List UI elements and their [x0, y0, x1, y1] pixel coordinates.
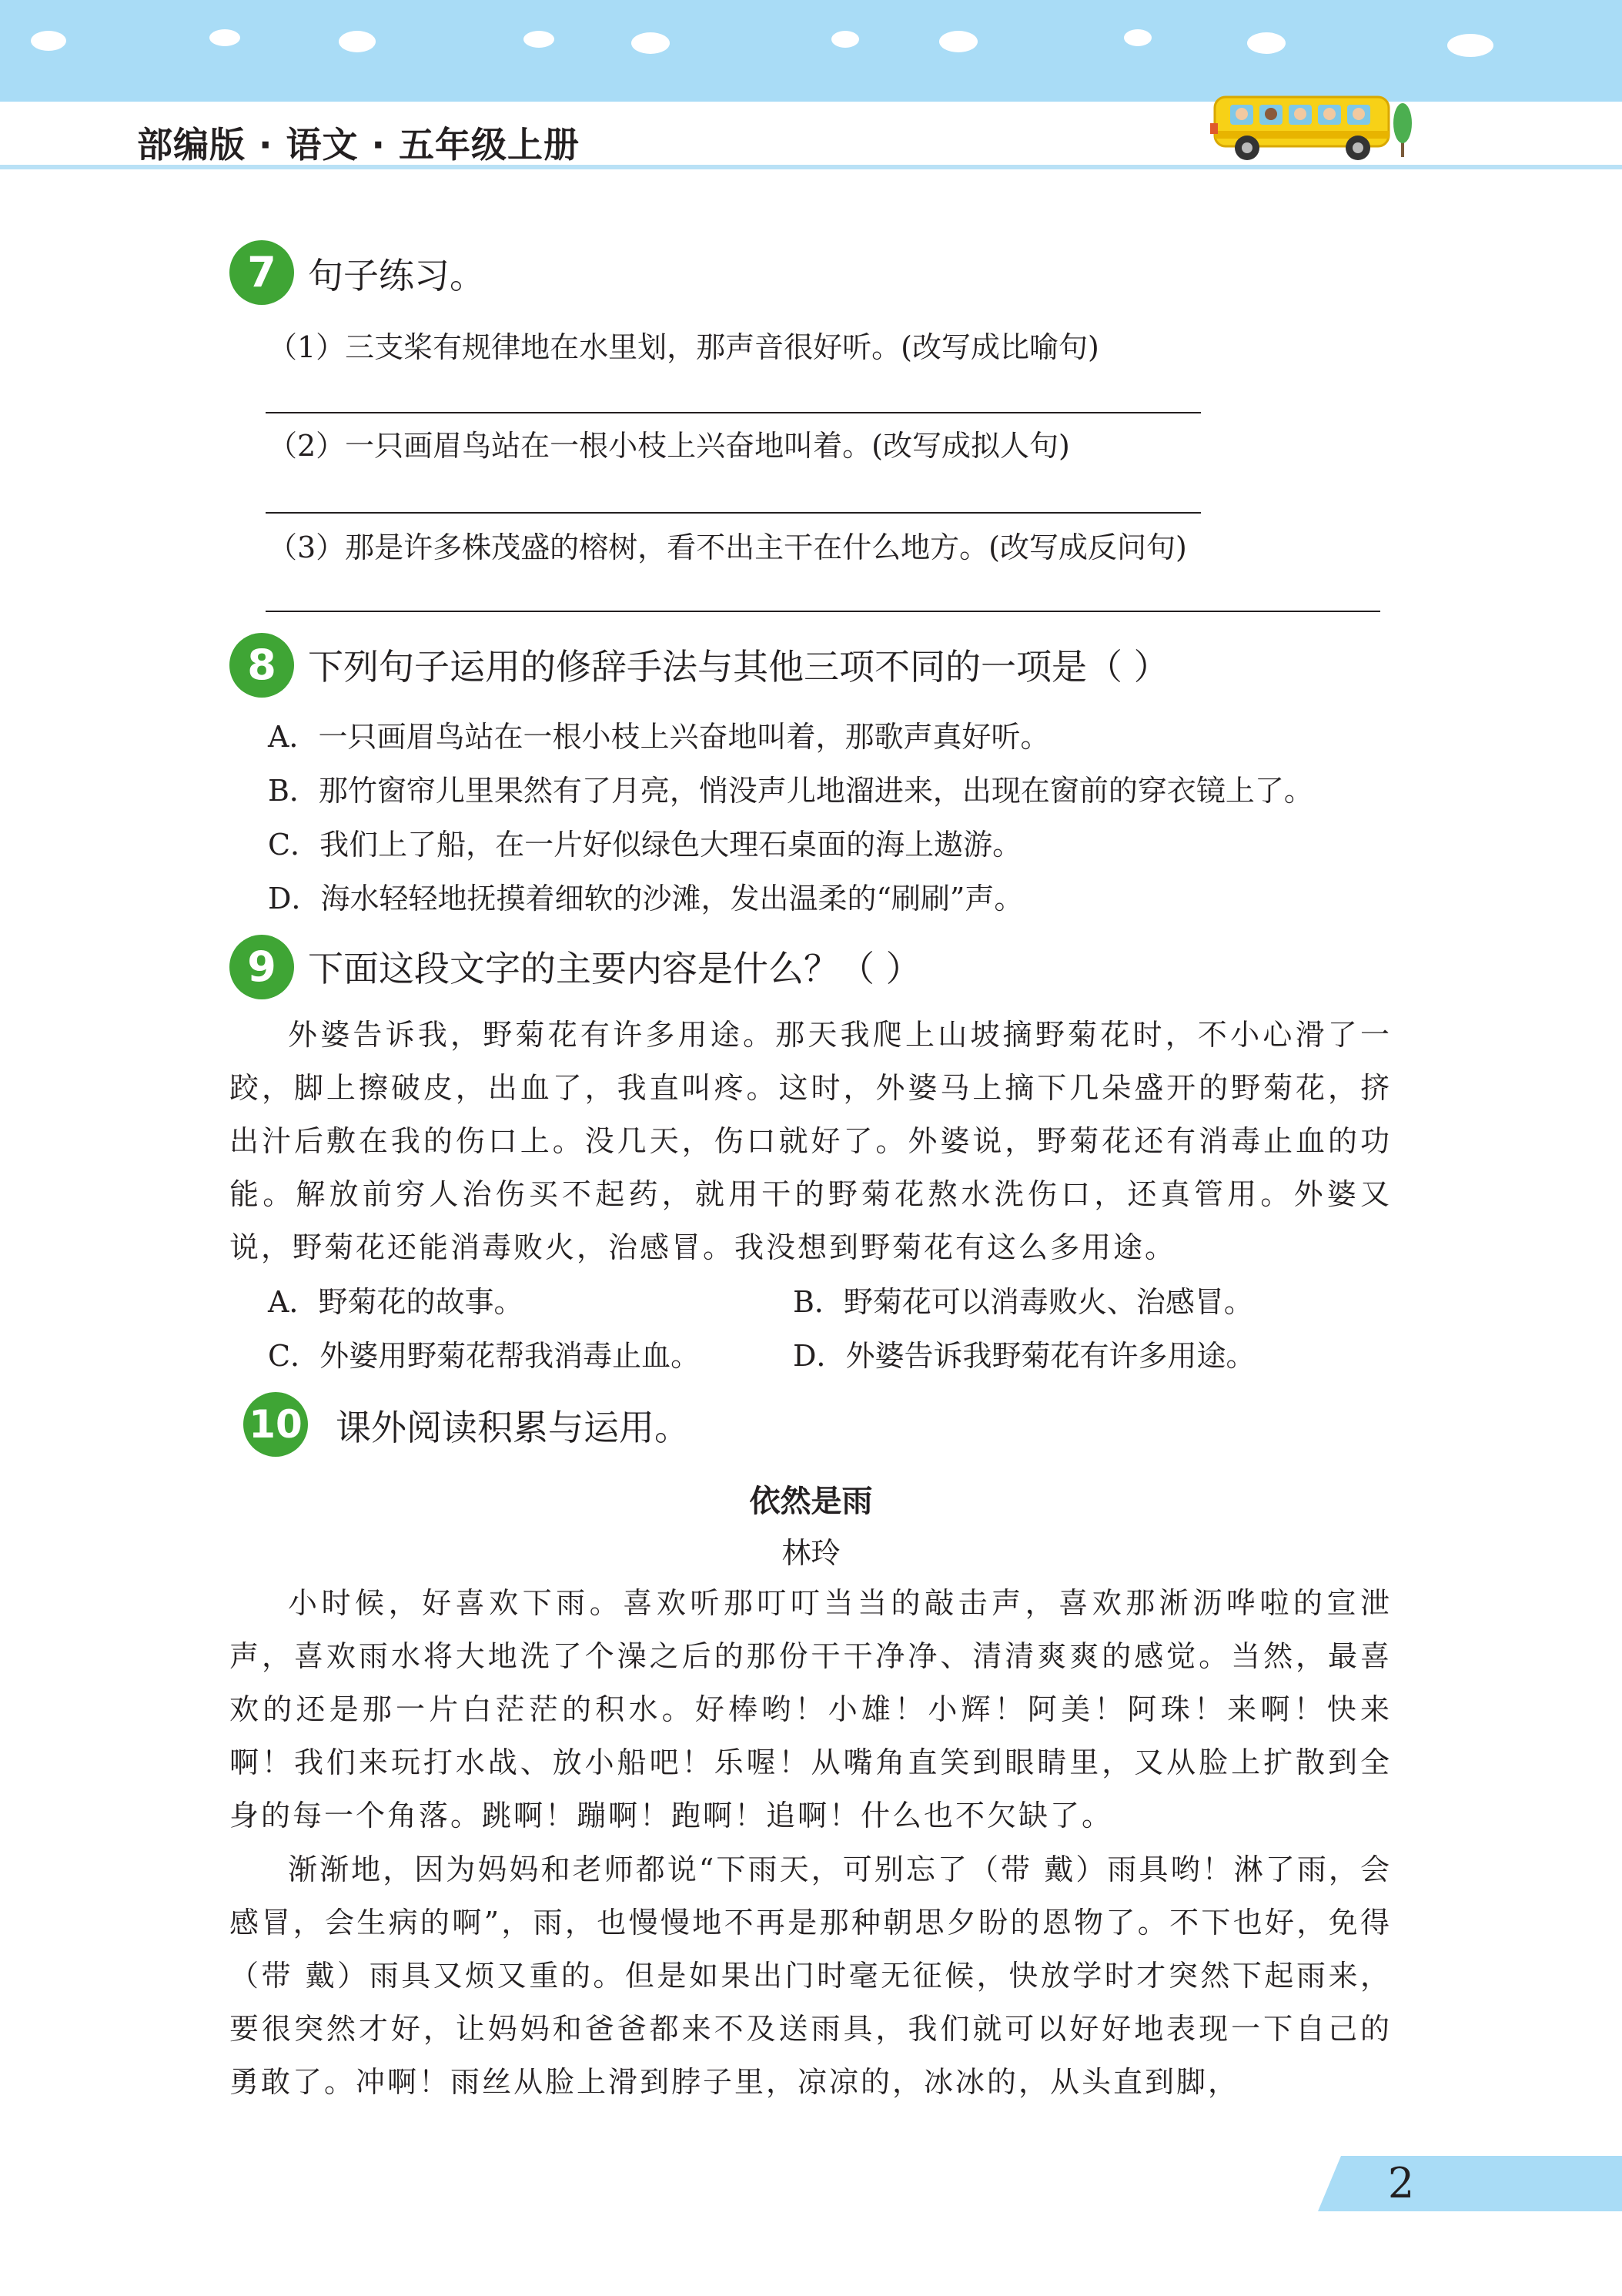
choice-option[interactable]: D．外婆告诉我野菊花有许多用途。 — [793, 1339, 1256, 1373]
answer-line[interactable] — [266, 512, 1201, 514]
exercise-sentence: （1）三支桨有规律地在水里划，那声音很好听。(改写成比喻句) — [268, 330, 1099, 364]
cloud-icon — [339, 31, 376, 52]
passage-paragraph: 渐渐地，因为妈妈和老师都说“下雨天，可别忘了（带 戴）雨具哟！淋了雨，会感冒，会生病的啊”，雨，也慢慢地不再是那种朝思夕盼的恩物了。不下也好，免得（带 戴）雨具又烦又重的。但是如果出门时毫无征候，快放学时才突然下起雨来，要很突然才好，让妈妈和爸爸都来不及送雨具，我们就可以好好地表现一下自己的勇敢了。冲啊！雨丝从脸上滑到脖子里，凉凉的，冰冰的，从头直到脚， — [229, 1853, 1392, 2099]
choice-option[interactable]: B．野菊花可以消毒败火、治感冒。 — [793, 1285, 1253, 1319]
passage-author: 林玲 — [781, 1536, 841, 1570]
question-title: 下面这段文字的主要内容是什么？（ ） — [308, 948, 921, 989]
question-number-badge: 7 — [229, 240, 294, 305]
question-number-badge: 8 — [229, 633, 294, 698]
cloud-icon — [1124, 29, 1152, 46]
passage-paragraph: 小时候，好喜欢下雨。喜欢听那叮叮当当的敲击声，喜欢那淅沥哗啦的宣泄声，喜欢雨水将大地洗了个澡之后的那份干干净净、清清爽爽的感觉。当然，最喜欢的还是那一片白茫茫的积水。好棒哟！小雄！小辉！阿美！阿珠！来啊！快来啊！我们来玩打水战、放小船吧！乐喔！从嘴角直笑到眼睛里，又从脸上扩散到全身的每一个角落。跳啊！蹦啊！跑啊！追啊！什么也不欠缺了。 — [229, 1586, 1392, 1832]
choice-option[interactable]: A．野菊花的故事。 — [268, 1285, 523, 1319]
choice-option[interactable]: C．外婆用野菊花帮我消毒止血。 — [268, 1339, 701, 1373]
exercise-sentence: （2）一只画眉鸟站在一根小枝上兴奋地叫着。(改写成拟人句) — [268, 429, 1070, 463]
reading-passage: 外婆告诉我，野菊花有许多用途。那天我爬上山坡摘野菊花时，不小心滑了一跤，脚上擦破皮，出血了，我直叫疼。这时，外婆马上摘下几朵盛开的野菊花，挤出汁后敷在我的伤口上。没几天，伤口就好了。外婆说，野菊花还有消毒止血的功能。解放前穷人治伤买不起药，就用干的野菊花熬水洗伤口，还真管用。外婆又说，野菊花还能消毒败火，治感冒。我没想到野菊花有这么多用途。 — [229, 1018, 1392, 1264]
question-number-badge: 9 — [229, 935, 294, 999]
school-bus-icon — [1207, 77, 1430, 169]
answer-line[interactable] — [266, 412, 1201, 413]
cloud-icon — [831, 31, 859, 48]
question-title: 句子练习。 — [308, 255, 485, 296]
question-number-badge: 10 — [243, 1392, 308, 1457]
passage-title: 依然是雨 — [749, 1484, 873, 1519]
cloud-icon — [1247, 32, 1286, 54]
choice-option[interactable]: A．一只画眉鸟站在一根小枝上兴奋地叫着，那歌声真好听。 — [268, 720, 1050, 754]
cloud-icon — [523, 31, 554, 48]
cloud-icon — [209, 29, 240, 46]
choice-option[interactable]: B．那竹窗帘儿里果然有了月亮，悄没声儿地溜进来，出现在窗前的穿衣镜上了。 — [268, 774, 1313, 808]
exercise-sentence: （3）那是许多株茂盛的榕树，看不出主干在什么地方。(改写成反问句) — [268, 530, 1187, 564]
answer-line[interactable] — [266, 611, 1380, 612]
question-title: 课外阅读积累与运用。 — [336, 1407, 690, 1448]
choice-option[interactable]: C．我们上了船，在一片好似绿色大理石桌面的海上遨游。 — [268, 828, 1022, 862]
page-number: 2 — [1387, 2159, 1415, 2207]
choice-option[interactable]: D．海水轻轻地抚摸着细软的沙滩，发出温柔的“刷刷”声。 — [268, 882, 1024, 915]
cloud-icon — [31, 31, 66, 51]
cloud-icon — [1447, 34, 1493, 57]
cloud-icon — [631, 32, 670, 54]
cloud-icon — [939, 31, 978, 52]
question-title: 下列句子运用的修辞手法与其他三项不同的一项是（ ） — [308, 646, 1169, 688]
book-title: 部编版 · 语文 · 五年级上册 — [137, 124, 580, 166]
